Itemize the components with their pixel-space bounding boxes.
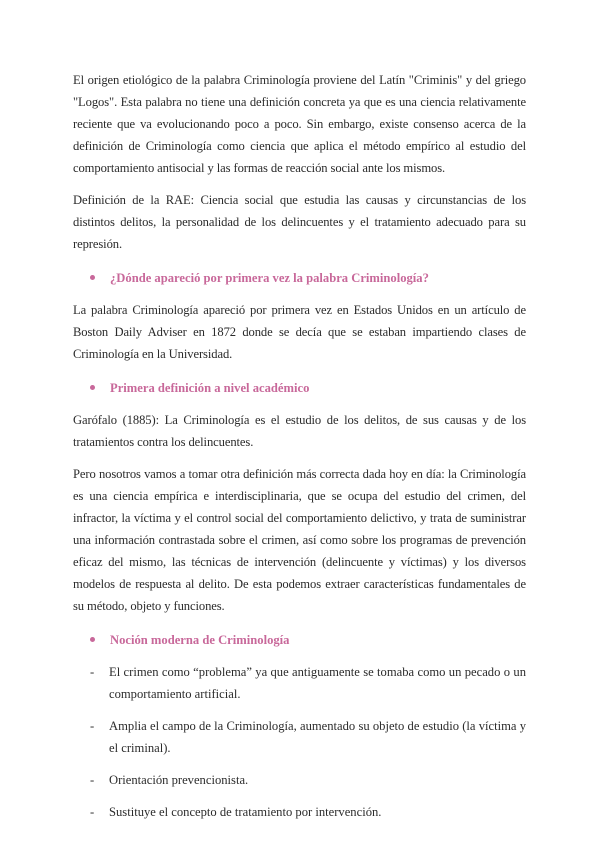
- list-item-text: Orientación prevencionista.: [109, 773, 249, 787]
- list-item: [73, 661, 526, 705]
- list-item-text: El crimen como “problema” ya que antiguamente se tomaba como un pecado o un comportamiento artificial.: [109, 665, 526, 701]
- list-item-text: Sustituye el concepto de tratamiento por intervención.: [109, 805, 382, 819]
- paragraph-etymology: El origen etiológico de la palabra Criminología proviene del Latín "Criminis" y del griego "Logos". Esta palabra no tiene una definición concreta ya que es una ciencia relativamente reciente que va evolucionando poco a poco. Sin embargo, existe consenso acerca de la definición de Criminología como ciencia que aplica el método empírico al estudio del comportamiento antisocial y las formas de reacción social ante los mismos.: [73, 73, 526, 175]
- heading-text: ¿Dónde apareció por primera vez la palabra Criminología?: [110, 271, 429, 285]
- heading-text: Primera definición a nivel académico: [110, 381, 310, 395]
- paragraph-rae-definition: Definición de la RAE: Ciencia social que estudia las causas y circunstancias de los distintos delitos, la personalidad de los delincuentes y el tratamiento adecuado para su represión.: [73, 193, 526, 251]
- heading-text: Noción moderna de Criminología: [110, 633, 290, 647]
- list-item: [73, 801, 526, 823]
- paragraph-modern-definition: Pero nosotros vamos a tomar otra definición más correcta dada hoy en día: la Criminología es una ciencia empírica e interdisciplinaria, que se ocupa del estudio del crimen, del infractor, la víctima y el control social del comportamiento delictivo, y trata de suministrar una información contrastada sobre el crimen, así como sobre los programas de prevención eficaz del mismo, las técnicas de intervención (delincuente y víctimas) y los diversos modelos de respuesta al delito. De esta podemos extraer características fundamentales de su método, objeto y funciones.: [73, 467, 526, 613]
- list-item-text: Amplia el campo de la Criminología, aumentado su objeto de estudio (la víctima y el criminal).: [109, 719, 526, 755]
- dash-marker: -: [90, 773, 95, 787]
- paragraph-first-appearance: La palabra Criminología apareció por primera vez en Estados Unidos en un artículo de Boston Daily Adviser en 1872 donde se decía que se estaban impartiendo clases de Criminología en la Universidad.: [73, 303, 526, 361]
- bullet-icon: [90, 275, 95, 280]
- bullet-icon: [90, 385, 95, 390]
- heading-academic-definition: [73, 377, 526, 399]
- paragraph-garofalo: Garófalo (1885): La Criminología es el estudio de los delitos, de sus causas y de los tratamientos contra los delincuentes.: [73, 413, 526, 449]
- heading-first-appearance: [73, 267, 526, 289]
- list-item: [73, 769, 526, 791]
- heading-modern-notion: [73, 629, 526, 651]
- bullet-icon: [90, 637, 95, 642]
- dash-marker: -: [90, 805, 95, 819]
- list-item: [73, 715, 526, 759]
- dash-marker: -: [90, 719, 95, 733]
- dash-marker: -: [90, 665, 95, 679]
- document-content: [73, 69, 526, 833]
